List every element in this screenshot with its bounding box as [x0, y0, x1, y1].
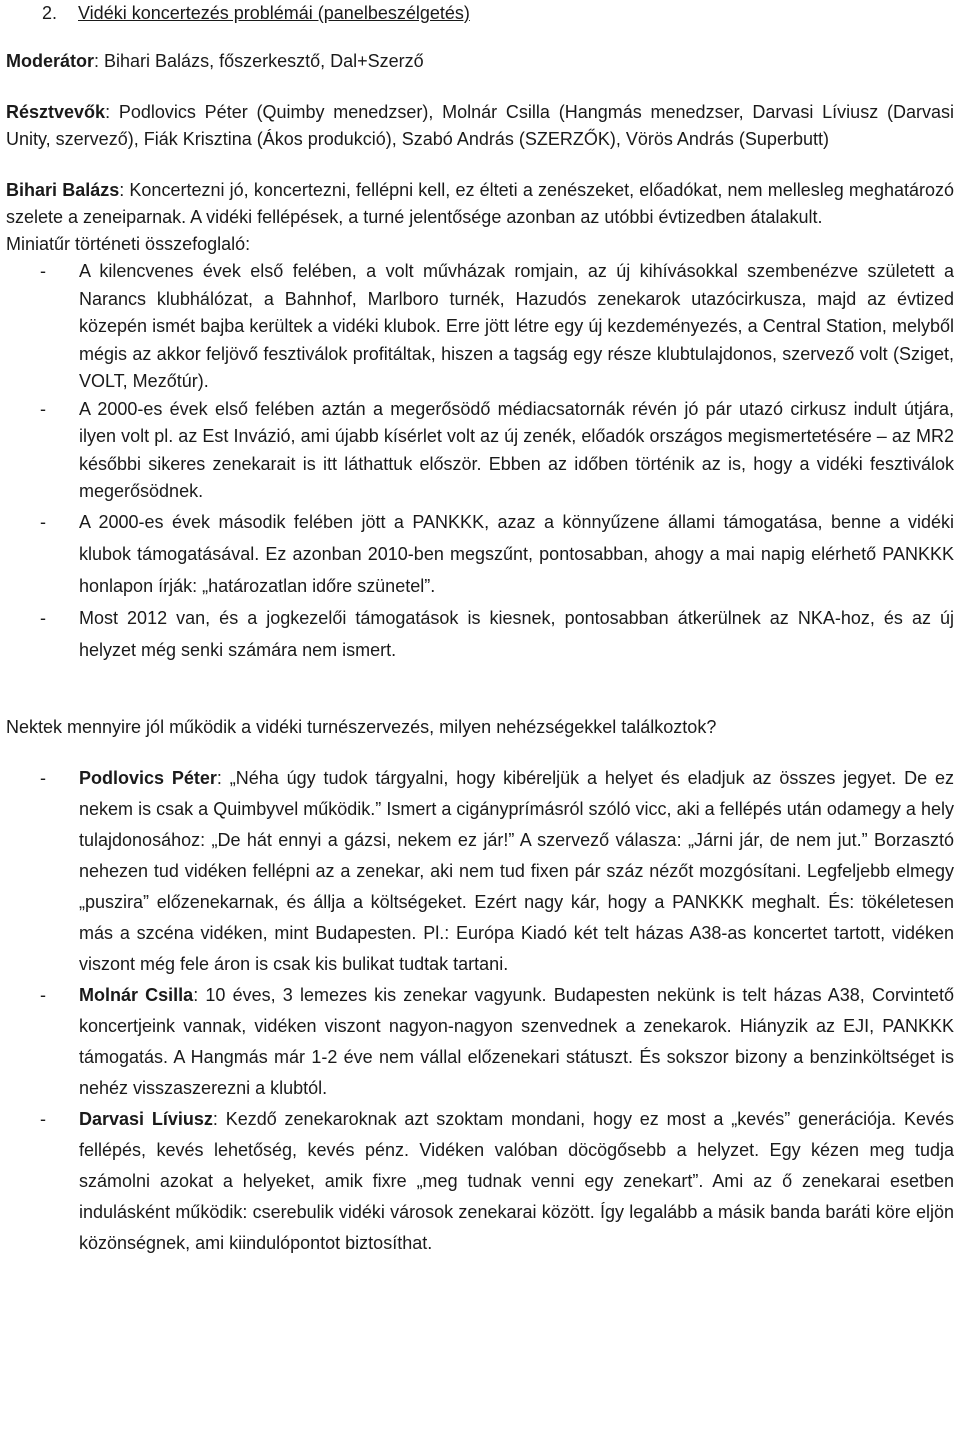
history-item	[6, 506, 954, 602]
answer-item	[6, 1104, 954, 1259]
history-text: A kilencvenes évek első felében, a volt művházak romjain, az új kihívásokkal szembenézve született a Narancs klubhálózat, a Bahnhof, Marlboro turnék, Hazudós zenekarok utazócirkusza, majd az évtized közepén ismét bajba kerültek a vidéki klubok. Erre jött létre egy új kezdeményezés, a Central Station, melyből mégis az akkor feljövő fesztiválok profitáltak, hiszen a tagság egy része klubtulajdonos, szervező volt (Sziget, VOLT, Mezőtúr).	[79, 261, 954, 391]
intro-paragraph	[6, 177, 954, 231]
list-bullet: -	[40, 261, 46, 281]
list-bullet: -	[40, 511, 46, 532]
intro-text: : Koncertezni jó, koncertezni, fellépni kell, ez élteti a zenészeket, előadókat, nem mellesleg meghatározó szelete a zeneiparnak. A vidéki fellépések, a turné jelentősége azonban az utóbbi évtizedben átalakult.	[6, 180, 954, 227]
history-item	[6, 258, 954, 396]
question-paragraph: Nektek mennyire jól működik a vidéki turnészervezés, milyen nehézségekkel találkoztok?	[6, 716, 717, 737]
history-item	[6, 602, 954, 666]
participants-text: : Podlovics Péter (Quimby menedzser), Molnár Csilla (Hangmás menedzser, Darvasi Líviusz (Darvasi Unity, szervező), Fiák Krisztina (Ákos produkció), Szabó András (SZERZŐK), Vörös András (Superbutt)	[6, 102, 954, 149]
answer-speaker: Darvasi Líviusz	[79, 1108, 213, 1129]
answer-text: : Kezdő zenekaroknak azt szoktam mondani, hogy ez most a „kevés” generációja. Kevés fellépés, kevés lehetőség, kevés pénz. Vidéken valóban döcögősebb a helyzet. Egy kézen meg tudja számolni azokat a helyeket, amik fixre „meg tudnak venni egy zenekart”. Ami az ő zenekarai esetben indulásként működik: cserebulik vidéki városok zenekarai között. Így legalább a másik banda baráti köre eljön közönségnek, ami kiindulópontot biztosíthat.	[79, 1108, 954, 1253]
history-item	[6, 396, 954, 506]
history-text: A 2000-es évek első felében aztán a megerősödő médiacsatornák révén jó pár utazó cirkusz indult útjára, ilyen volt pl. az Est Invázió, ami újabb kísérlet volt az új zenék, előadók országos megismertetésére – az MR2 későbbi sikeres zenekarait is itt láthattuk először. Ebben az időben történik az is, hogy a vidéki fesztiválok megerősödnek.	[79, 398, 954, 501]
history-list	[6, 258, 954, 666]
history-text: Most 2012 van, és a jogkezelői támogatások is kiesnek, pontosabban átkerülnek az NKA-hoz, és az új helyzet még senki számára nem ismert.	[79, 607, 954, 660]
history-text: A 2000-es évek második felében jött a PANKKK, azaz a könnyűzene állami támogatása, benne a vidéki klubok támogatásával. Ez azonban 2010-ben megszűnt, pontosabban, ahogy a mai napig elérhető PANKKK honlapon írják: „határozatlan időre szünetel”.	[79, 511, 954, 596]
answer-speaker: Molnár Csilla	[79, 984, 194, 1005]
summary-title: Miniatűr történeti összefoglaló:	[6, 234, 251, 254]
list-bullet: -	[40, 984, 46, 1005]
section-heading	[6, 0, 954, 26]
section-title: Vidéki koncertezés problémái (panelbeszélgetés)	[78, 3, 470, 23]
participants-label: Résztvevők	[6, 102, 106, 122]
list-bullet: -	[40, 398, 46, 419]
answer-speaker: Podlovics Péter	[79, 767, 217, 788]
moderator-text: : Bihari Balázs, főszerkesztő, Dal+Szerző	[94, 51, 424, 71]
moderator-label: Moderátor	[6, 51, 95, 71]
moderator-line	[6, 48, 954, 75]
section-number: 2.	[42, 3, 58, 23]
answer-item	[6, 763, 954, 980]
list-bullet: -	[40, 767, 46, 788]
answer-text: : „Néha úgy tudok tárgyalni, hogy kibéreljük a helyet és eladjuk az összes jegyet. De ez nekem is csak a Quimbyvel működik.” Ismert a cigányprímásról szóló vicc, aki a fellépés után odamegy a hely tulajdonosához: „De hát ennyi a gázsi, nekem ez jár!” A szervező válasza: „Járni jár, de nem jut.” Borzasztó nehezen tud vidéken fellépni az a zenekar, aki nem tud fixen pár száz nézőt mozgósítani. Legfeljebb elmegy „puszira” előzenekarnak, és állja a költségeket. Ezért nagy kár, hogy a PANKKK meghalt. És: tökéletesen más a szcéna vidéken, mint Budapesten. Pl.: Európa Kiadó két telt házas A38-as koncertet tartott, vidéken viszont még fele áron is csak kis bulikat tudtak tartani.	[79, 767, 954, 974]
list-bullet: -	[40, 1108, 46, 1129]
answer-item	[6, 980, 954, 1104]
answers-list	[6, 763, 954, 1259]
list-bullet: -	[40, 607, 46, 628]
participants-paragraph	[6, 99, 954, 153]
answer-text: : 10 éves, 3 lemezes kis zenekar vagyunk. Budapesten nekünk is telt házas A38, Corvintető koncertjeink vannak, vidéken viszont nagyon-nagyon szenvednek a zenekarok. Hiányzik az EJI, PANKKK támogatás. A Hangmás már 1-2 éve nem vállal előzenekari státuszt. És sokszor bizony a benzinköltséget is nehéz visszaszerezni a klubtól.	[79, 984, 954, 1098]
intro-speaker: Bihari Balázs	[6, 180, 120, 200]
